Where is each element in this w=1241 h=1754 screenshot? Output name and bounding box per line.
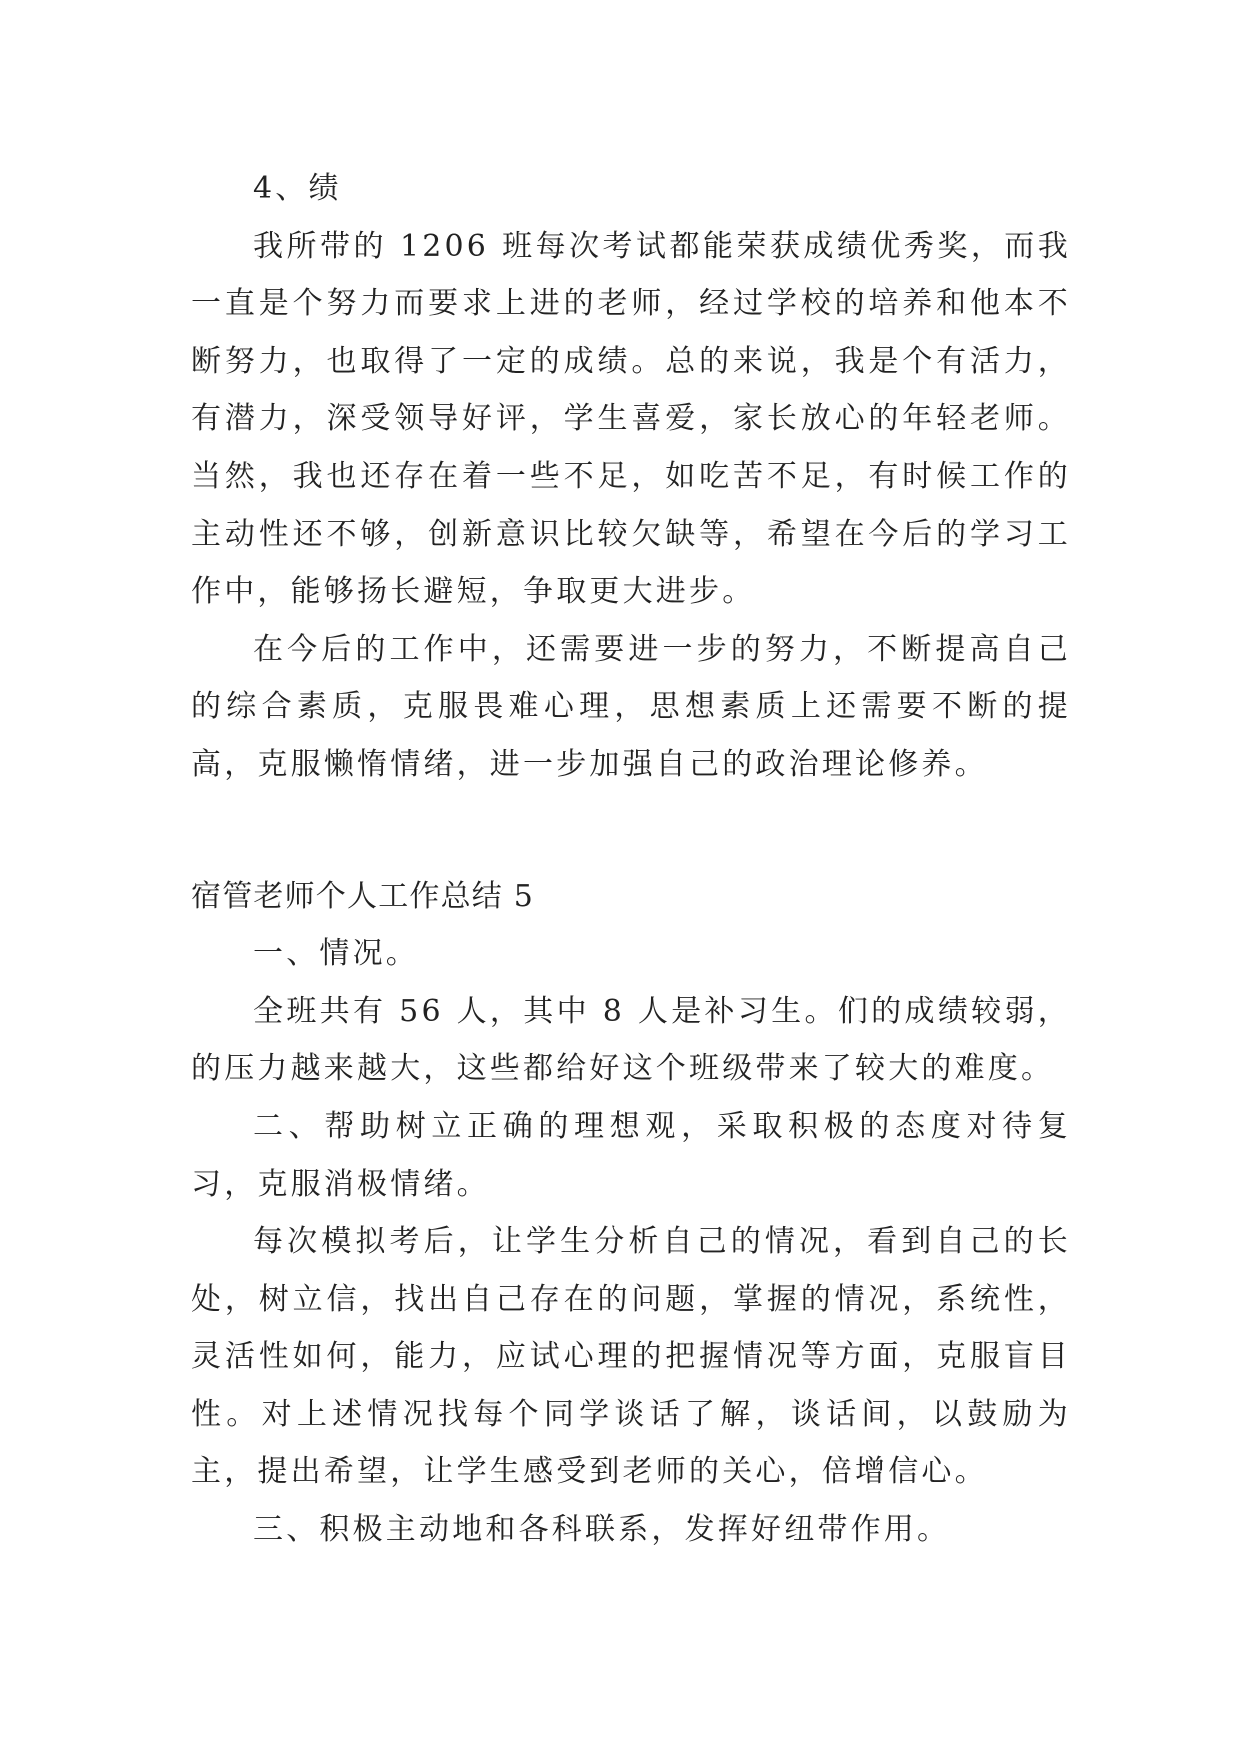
document-body xyxy=(191,160,1071,1559)
paragraph: 每次模拟考后，让学生分析自己的情况，看到自己的长处，树立信，找出自己存在的问题，掌握的情况，系统性，灵活性如何，能力，应试心理的把握情况等方面，克服盲目性。对上述情况找每个同学谈话了解，谈话间，以鼓励为主，提出希望，让学生感受到老师的关心，倍增信心。 xyxy=(191,1224,1071,1490)
paragraph: 一、情况。 xyxy=(253,936,419,972)
paragraph: 全班共有 56 人，其中 8 人是补习生。们的成绩较弱，的压力越来越大，这些都给好这个班级带来了较大的难度。 xyxy=(191,993,1071,1087)
section-spacer xyxy=(191,794,1071,868)
subsection-heading: 4、绩 xyxy=(253,171,342,206)
section-title: 宿管老师个人工作总结 5 xyxy=(191,878,535,914)
paragraph: 我所带的 1206 班每次考试都能荣获成绩优秀奖，而我一直是个努力而要求上进的老师，经过学校的培养和他本不断努力，也取得了一定的成绩。总的来说，我是个有活力，有潜力，深受领导好评，学生喜爱，家长放心的年轻老师。当然，我也还存在着一些不足，如吃苦不足，有时候工作的主动性还不够，创新意识比较欠缺等，希望在今后的学习工作中，能够扬长避短，争取更大进步。 xyxy=(191,228,1071,610)
paragraph: 在今后的工作中，还需要进一步的努力，不断提高自己的综合素质，克服畏难心理，思想素质上还需要不断的提高，克服懒惰情绪，进一步加强自己的政治理论修养。 xyxy=(191,631,1071,782)
paragraph: 三、积极主动地和各科联系，发挥好纽带作用。 xyxy=(253,1512,951,1548)
paragraph: 二、帮助树立正确的理想观，采取积极的态度对待复习，克服消极情绪。 xyxy=(191,1108,1071,1202)
